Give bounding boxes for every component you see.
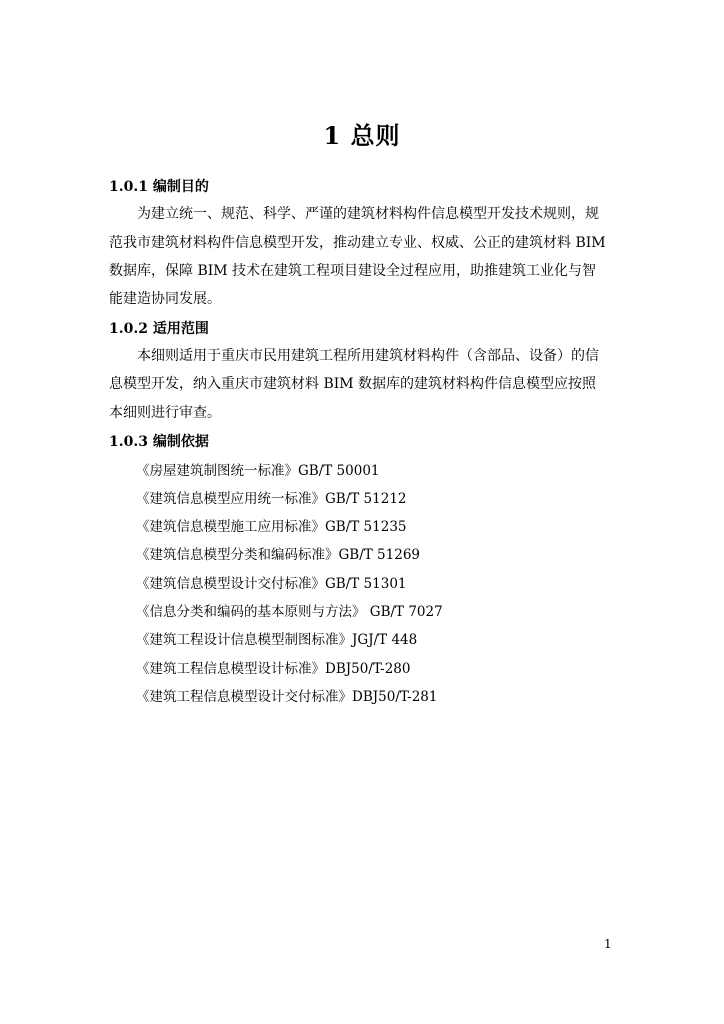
- section-heading-1-0-3: 1.0.3 编制依据: [109, 434, 209, 450]
- reference-item: 《房屋建筑制图统一标准》GB/T 50001: [136, 463, 380, 479]
- reference-item: 《建筑工程设计信息模型制图标准》JGJ/T 448: [136, 632, 418, 648]
- paragraph-line: 范我市建筑材料构件信息模型开发，推动建立专业、权威、公正的建筑材料 BIM: [109, 235, 606, 251]
- section-heading-1-0-1: 1.0.1 编制目的: [109, 179, 209, 195]
- paragraph-line: 为建立统一、规范、科学、严谨的建筑材料构件信息模型开发技术规则，规: [137, 206, 599, 222]
- reference-item: 《信息分类和编码的基本原则与方法》 GB/T 7027: [136, 604, 443, 620]
- page-title: 1 总则: [323, 121, 401, 150]
- section-heading-1-0-2: 1.0.2 适用范围: [109, 321, 209, 337]
- reference-item: 《建筑信息模型应用统一标准》GB/T 51212: [136, 491, 407, 507]
- paragraph-line: 息模型开发，纳入重庆市建筑材料 BIM 数据库的建筑材料构件信息模型应按照: [109, 376, 597, 392]
- reference-item: 《建筑工程信息模型设计标准》DBJ50/T-280: [136, 661, 411, 677]
- page-number: 1: [604, 937, 612, 951]
- paragraph-line: 本细则适用于重庆市民用建筑工程所用建筑材料构件（含部品、设备）的信: [137, 348, 599, 364]
- reference-item: 《建筑信息模型设计交付标准》GB/T 51301: [136, 576, 407, 592]
- paragraph-line: 能建造协同发展。: [109, 291, 221, 307]
- reference-item: 《建筑信息模型分类和编码标准》GB/T 51269: [136, 547, 420, 563]
- paragraph-line: 本细则进行审查。: [109, 405, 221, 421]
- paragraph-line: 数据库，保障 BIM 技术在建筑工程项目建设全过程应用，助推建筑工业化与智: [109, 263, 597, 279]
- reference-item: 《建筑工程信息模型设计交付标准》DBJ50/T-281: [136, 689, 438, 705]
- reference-item: 《建筑信息模型施工应用标准》GB/T 51235: [136, 519, 407, 535]
